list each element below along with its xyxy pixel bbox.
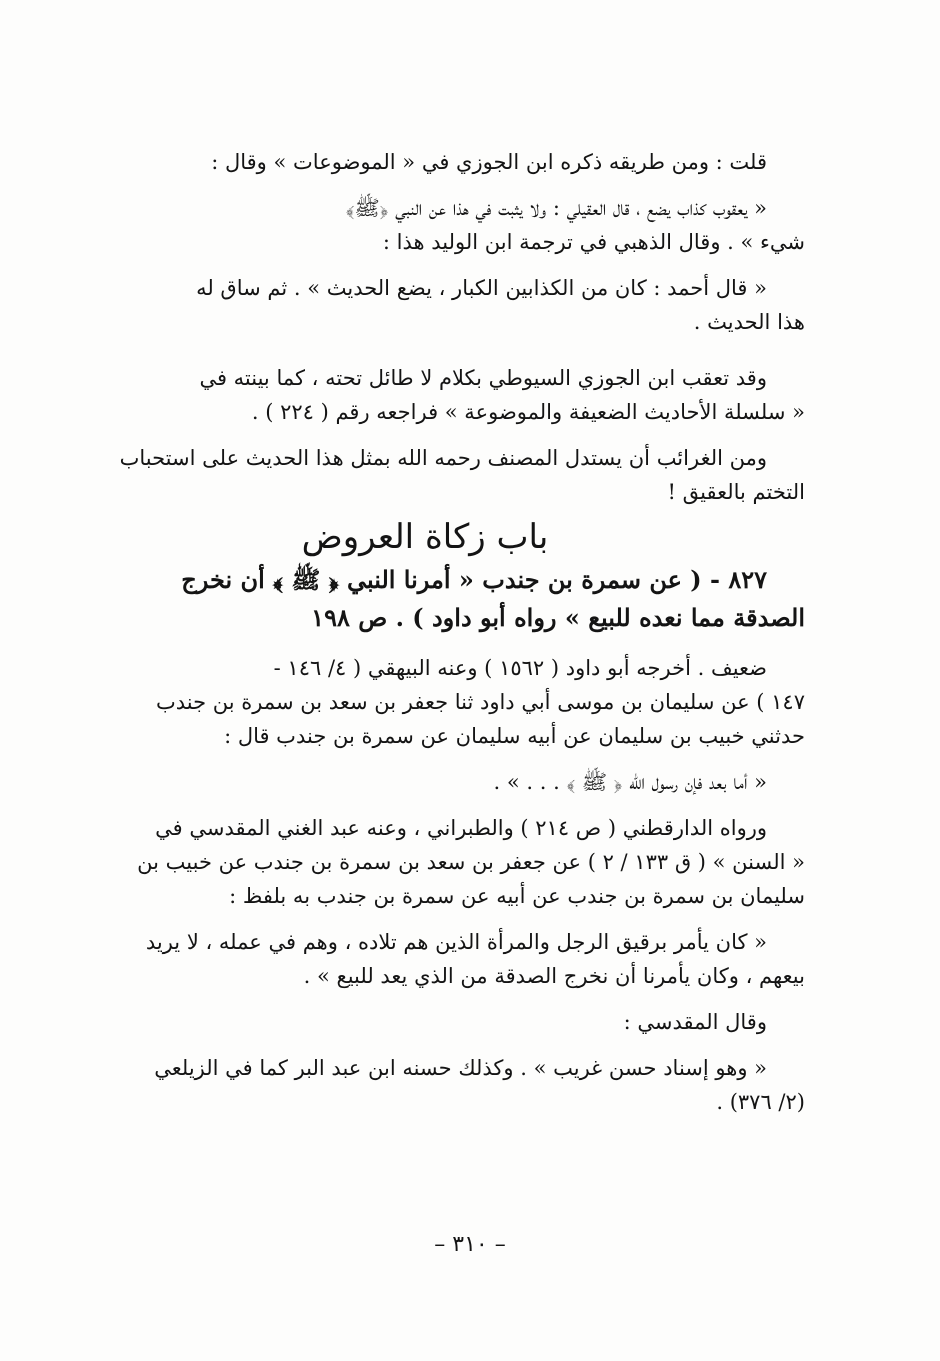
paragraph-aqiq-ring [105,441,805,509]
text-line: حدثني خبيب بن سليمان عن أبيه سليمان عن سمرة بن جندب قال : [224,724,805,748]
commentary-daraqutni [105,811,805,913]
text-line: « وهو إسناد حسن غريب » . وكذلك حسنه ابن عبد البر كما في الزيلعي [154,1056,767,1080]
text-line: بيعهم ، وكان يأمرنا أن نخرج الصدقة من الذي يعد للبيع » . [303,964,805,988]
text-line: « سلسلة الأحاديث الضعيفة والموضوعة » فراجعه رقم ( ٢٢٤ ) . [251,400,805,424]
paragraph-ibn-al-jawzi-quote [105,145,805,179]
text-line: « أما بعد فإن رسول الله ﴿ ﷺ ﴾ . . . » . [493,770,767,794]
text-line: ورواه الدارقطني ( ص ٢١٤ ) والطبراني ، وعنه عبد الغني المقدسي في [155,816,767,840]
text-line: وقد تعقب ابن الجوزي السيوطي بكلام لا طائل تحته ، كما بينته في [199,366,767,390]
text-line: ومن الغرائب أن يستدل المصنف رحمه الله بمثل هذا الحديث على استحباب [119,446,767,470]
text-line: « كان يأمر برقيق الرجل والمرأة الذين هم تلاده ، وهم في عمله ، لا يريد [145,930,767,954]
text-line: ضعيف . أخرجه أبو داود ( ١٥٦٢ ) وعنه البيهقي ( ٤/ ١٤٦ - [273,656,767,680]
text-line: هذا الحديث . [693,310,805,334]
page-number: – ٣١٠ – [434,1232,506,1257]
commentary-lafz-text [105,925,805,993]
text-line: التختم بالعقيق ! [667,480,805,504]
commentary-amma-bad [105,765,805,799]
text-line: ١٤٧ ) عن سليمان بن موسى أبي داود ثنا جعفر بن سعد بن سمرة بن جندب [156,690,805,714]
hadith-827 [105,561,805,637]
commentary-isnad-grading [105,1051,805,1119]
text-line: « السنن » ( ق ١٣٣ / ٢ ) عن جعفر بن سعد بن سمرة بن جندب عن خبيب بن [137,850,805,874]
text-line: قلت : ومن طريقه ذكره ابن الجوزي في « الموضوعات » وقال : [211,150,767,174]
text-line: شيء » . وقال الذهبي في ترجمة ابن الوليد هذا : [382,230,805,254]
text-line: « يعقوب كذاب يضع ، قال العقيلي : ولا يثبت في هذا عن النبي ﴿ﷺ﴾ [345,196,767,220]
paragraph-suyuti-rebuttal [105,361,805,429]
text-line: « قال أحمد : كان من الكذابين الكبار ، يضع الحديث » . ثم ساق له [196,276,767,300]
paragraph-uqayli-quote [105,191,805,259]
hadith-line: الصدقة مما نعده للبيع » رواه أبو داود ) . ص ١٩٨ [311,603,805,632]
section-heading: باب زكاة العروض [301,517,549,557]
paragraph-ahmad-quote [105,271,805,339]
text-line: (٢/ ٣٧٦) . [716,1090,805,1114]
commentary-takhrij [105,651,805,753]
commentary-maqdisi-said [105,1005,805,1039]
text-line: سليمان بن سمرة بن جندب عن أبيه عن سمرة بن جندب به بلفظ : [229,884,805,908]
hadith-line: ٨٢٧ - ( عن سمرة بن جندب « أمرنا النبي ﴿ ﷺ ﴾ أن نخرج [181,565,767,594]
text-line: وقال المقدسي : [623,1010,767,1034]
